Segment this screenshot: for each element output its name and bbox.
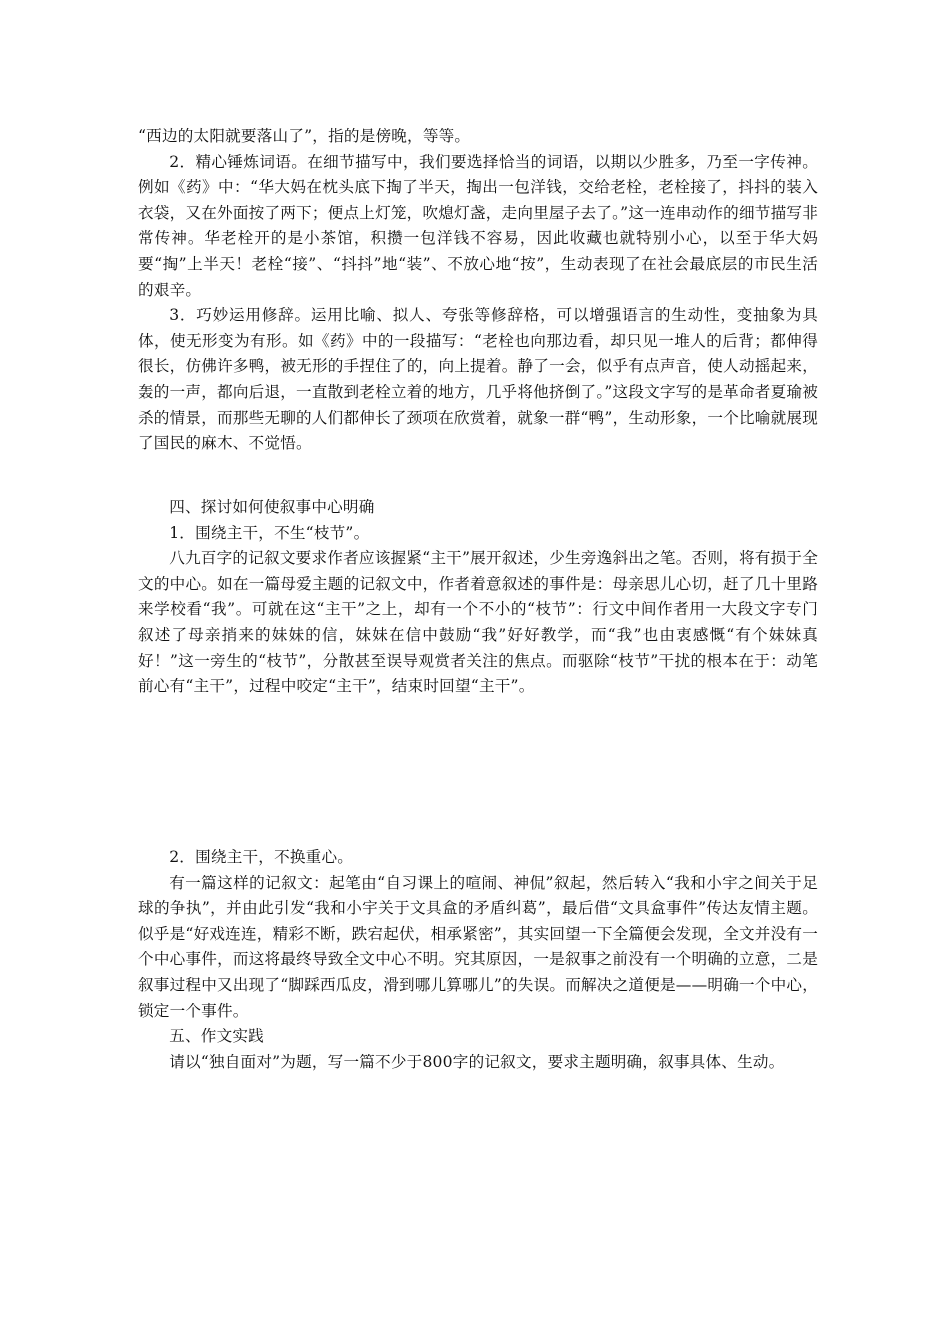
section-heading-five: 五、作文实践 <box>169 1027 264 1046</box>
subheading-no-branches: 1．围绕主干，不生“枝节”。 <box>169 523 370 542</box>
section-detail-description <box>138 124 818 457</box>
continuation-paragraph: “西边的太阳就要落山了”，指的是傍晚，等等。 <box>138 127 471 145</box>
section-heading-four: 四、探讨如何使叙事中心明确 <box>169 498 375 516</box>
section-focus-and-practice <box>138 845 818 1075</box>
section-narrative-focus <box>138 495 818 700</box>
word-refinement-paragraph: 2．精心锤炼词语。在细节描写中，我们要选择恰当的词语，以期以少胜多，乃至一字传神。例如《药》中：“华大妈在枕头底下掏了半天，掏出一包洋钱，交给老栓，老栓接了，抖抖的装入衣袋，又在外面按了两下；便点上灯笼，吹熄灯盏，走向里屋子去了。”这一连串动作的细节描写非常传神。华老栓开的是小茶馆，积攒一包洋钱不容易，因此收藏也就特别小心，以至于华大妈要“掏”上半天！老栓“接”、“抖抖”地“装”、不放心地“按”，生动表现了在社会最底层的市民生活的艰辛。 <box>138 152 818 299</box>
rhetoric-paragraph: 3．巧妙运用修辞。运用比喻、拟人、夸张等修辞格，可以增强语言的生动性，变抽象为具体，使无形变为有形。如《药》中的一段描写：“老栓也向那边看，却只见一堆人的后背；都伸得很长，仿佛许多鸭，被无形的手捏住了的，向上提着。静了一会，似乎有点声音，使人动摇起来，轰的一声，都向后退，一直散到老栓立着的地方，几乎将他挤倒了。”这段文字写的是革命者夏瑜被杀的情景，而那些无聊的人们都伸长了颈项在欣赏着，就象一群“鸭”，生动形象，一个比喻就展现了国民的麻木、不觉悟。 <box>138 306 818 453</box>
no-branches-paragraph: 八九百字的记叙文要求作者应该握紧“主干”展开叙述，少生旁逸斜出之笔。否则，将有损于全文的中心。如在一篇母爱主题的记叙文中，作者着意叙述的事件是：母亲思儿心切，赶了几十里路来学校看“我”。可就在这“主干”之上，却有一个不小的“枝节”：行文中间作者用一大段文字专门叙述了母亲捎来的妹妹的信，妹妹在信中鼓励“我”好好教学，而“我”也由衷感慨“有个妹妹真好！”这一旁生的“枝节”，分散甚至误导观赏者关注的焦点。而驱除“枝节”干扰的根本在于：动笔前心有“主干”，过程中咬定“主干”，结束时回望“主干”。 <box>138 549 818 696</box>
subheading-no-shift: 2．围绕主干，不换重心。 <box>169 848 354 866</box>
no-shift-paragraph: 有一篇这样的记叙文：起笔由“自习课上的喧闹、神侃”叙起，然后转入“我和小宇之间关于足球的争执”，并由此引发“我和小宇关于文具盒的矛盾纠葛”，最后借“文具盒事件”传达友情主题。似乎是“好戏连连，精彩不断，跌宕起伏，相承紧密”，其实回望一下全篇便会发现，全文并没有一个中心事件，而这将最终导致全文中心不明。究其原因，一是叙事之前没有一个明确的立意，二是叙事过程中又出现了“脚踩西瓜皮，滑到哪儿算哪儿”的失误。而解决之道便是——明确一个中心，锁定一个事件。 <box>138 873 818 1020</box>
writing-task-paragraph: 请以“独自面对”为题，写一篇不少于800字的记叙文，要求主题明确，叙事具体、生动。 <box>169 1052 785 1071</box>
